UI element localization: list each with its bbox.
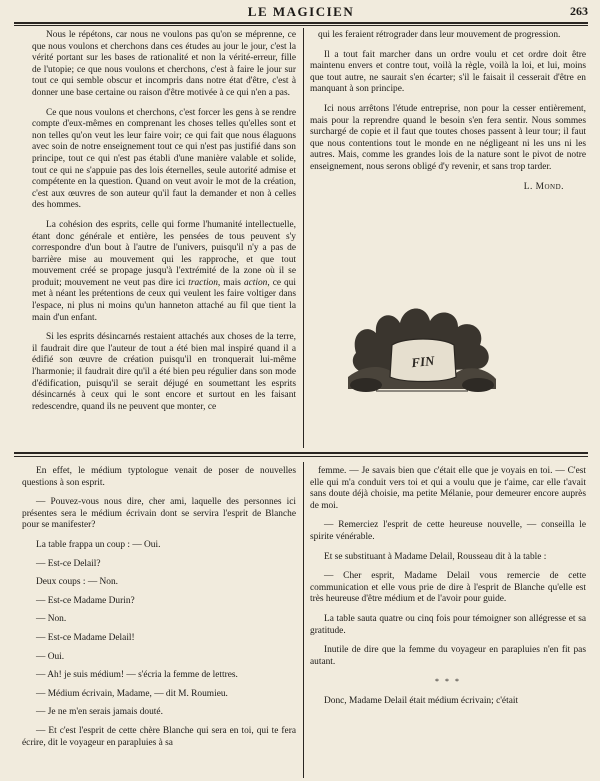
fin-vignette-illustration	[346, 293, 498, 401]
dialogue-line: — Ah! je suis médium! — s'écria la femme de lettres.	[36, 670, 238, 681]
dialogue-line: — Est-ce Madame Delail!	[36, 632, 135, 643]
paragraph: femme. — Je savais bien que c'était elle que je voyais en toi. — C'est elle qui m'a conduit vers toi et qui a voulu que je t'aime, car elle t'avait sans doute déjà choisie, ma petite Mélanie, pour demeurer encore auprès de moi.	[310, 466, 586, 511]
italic-word: action	[243, 277, 268, 288]
text-run: , mais	[217, 277, 244, 288]
section-rule	[14, 452, 588, 454]
dialogue-line: — Médium écrivain, Madame, — dit M. Roumieu.	[36, 688, 228, 699]
paragraph: Ce que nous voulons et cherchons, c'est forcer les gens à se rendre compte d'eux-mêmes en comprenant les choses telles qu'elles sont et non telles qu'on veut les leur faire voir; ce qui fait que nous élaguons avec soin de notre enseignement tout ce qui n'est pas justifié dans son principe, tout ce qui n'est pas établi d'une manière valable et solide, tout ce qui ne s'appuie pas des lois éternelles, seule autorité admise et compétente en la question. Quand on veut avoir le mot de la création, c'est aux œuvres de son auteur qu'il faut la demander et non à celles des hommes.	[32, 107, 296, 211]
top-left-column	[32, 30, 296, 421]
top-right-column	[310, 30, 586, 193]
paragraph: Nous le répétons, car nous ne voulons pas qu'on se méprenne, ce que nous voulons et cherchons dans ces études au jour le jour, c'est la vérité portant sur les bases de rationalité et non la vérité-erreur, fille de l'utopie; ce que nous voulons et cherchons, c'est à faire le jour sur tout ce qui semble obscur et incompris dans notre état d'être, c'est à donner une base certaine ou raison d'être motivée à ce qui n'en a pas.	[32, 30, 296, 98]
paragraph: Il a tout fait marcher dans un ordre voulu et cet ordre doit être maintenu envers et contre tout, voilà la règle, voilà la loi, et lui, moins que tout autre, ne saurait s'en écarter; s'il le faisait il cesserait d'être en manquant à son principe.	[310, 49, 586, 95]
text-run: La cohésion des esprits, celle qui forme l'humanité intellectuelle, étant donc générale et entière, les pensées de tous peuvent s'y correspondre d'un bout à l'autre de l'univers, puisqu'il n'y a pas de barrière mise au mouvement qui les rapproche, et que tout mouvement créé se propage jusqu'à l'extrémité de la zone où il se produit; mouvement ne veut pas dire ici	[32, 219, 296, 288]
dialogue-line: La table frappa un coup : — Oui.	[36, 539, 161, 550]
section-rule-thin	[14, 456, 588, 457]
page-number: 263	[570, 4, 588, 18]
column-divider-top	[303, 28, 304, 448]
signature: L. Mond.	[523, 181, 564, 192]
paragraph	[32, 220, 296, 324]
paragraph: Si les esprits désincarnés restaient attachés aux choses de la terre, il faudrait dire que l'auteur de tout a été bien mal inspiré quand il a édifié son œuvre de création puisqu'il en tronquerait lui-même l'harmonie; il faudrait dire qu'il a été bien peu régulier dans son mode d'édification, puisqu'il se serait déjugé en soumettant les esprits désincarnés à ceux qui le sont encore et surtout en les faisant redescendre, quand ils ne peuvent que monter, ce	[32, 332, 296, 412]
dialogue-line: — Oui.	[36, 651, 65, 662]
header-rule-thin	[14, 25, 588, 26]
bottom-right-column	[310, 466, 586, 716]
dialogue-line: — Je ne m'en serais jamais douté.	[36, 707, 163, 718]
paragraph: — Pouvez-vous nous dire, cher ami, laquelle des personnes ici présentes sera le médium écrivain dont se servira l'esprit de Blanche pour se manifester?	[22, 497, 296, 531]
paragraph: — Remerciez l'esprit de cette heureuse nouvelle, — conseilla le spirite vénérable.	[310, 520, 586, 542]
dialogue-line: — Est-ce Delail?	[36, 558, 101, 569]
section-stars: * * *	[435, 677, 461, 687]
paragraph: — Et c'est l'esprit de cette chère Blanche qui sera en toi, qui te fera écrire, dit le voyageur en parapluies à sa	[22, 725, 296, 748]
dialogue-line: — Non.	[36, 614, 67, 625]
header-rule	[14, 22, 588, 24]
bottom-left-column	[22, 466, 296, 757]
journal-title: LE MAGICIEN	[247, 4, 355, 19]
page-header	[14, 4, 588, 22]
text-run: , ce qui met à néant les prétentions de ceux qui veulent les faire voltiger dans l'espace, ni plus ni moins qu'un hanneton attaché au fil que tient la main d'un enfant.	[32, 277, 296, 323]
italic-word: traction	[188, 277, 218, 288]
paragraph: Et se substituant à Madame Delail, Rousseau dit à la table :	[324, 551, 547, 562]
paragraph: Donc, Madame Delail était médium écrivain; c'était	[324, 695, 519, 706]
paragraph: — Cher esprit, Madame Delail vous remercie de cette communication et elle vous prie de dire à l'esprit de Blanche qu'elle est très heureuse d'être médium et de l'avoir pour guide.	[310, 571, 586, 605]
paragraph: En effet, le médium typtologue venait de poser de nouvelles questions à son esprit.	[22, 466, 296, 488]
paragraph: Ici nous arrêtons l'étude entreprise, non pour la cesser entièrement, mais pour la reprendre quand le besoin s'en fera sentir. Nous sommes surchargé de copie et il faut que toutes choses passent à leur tour; il faut que nous contentions tout le monde en ne négligeant ni les uns ni les autres. Mais, comme les grandes lois de la nature sont le pivot de notre enseignement, nous serons obligé d'y revenir, et sans trop tarder.	[310, 103, 586, 172]
paragraph: La table sauta quatre ou cinq fois pour témoigner son allégresse et sa gratitude.	[310, 613, 586, 636]
dialogue-line: — Est-ce Madame Durin?	[36, 595, 135, 606]
vignette-text: FIN	[410, 352, 436, 371]
dialogue-line: Deux coups : — Non.	[36, 577, 119, 588]
paragraph: Inutile de dire que la femme du voyageur en parapluies n'en fit pas autant.	[310, 645, 586, 667]
column-divider-bottom	[303, 462, 304, 778]
paragraph: qui les feraient rétrograder dans leur mouvement de progression.	[318, 30, 561, 40]
